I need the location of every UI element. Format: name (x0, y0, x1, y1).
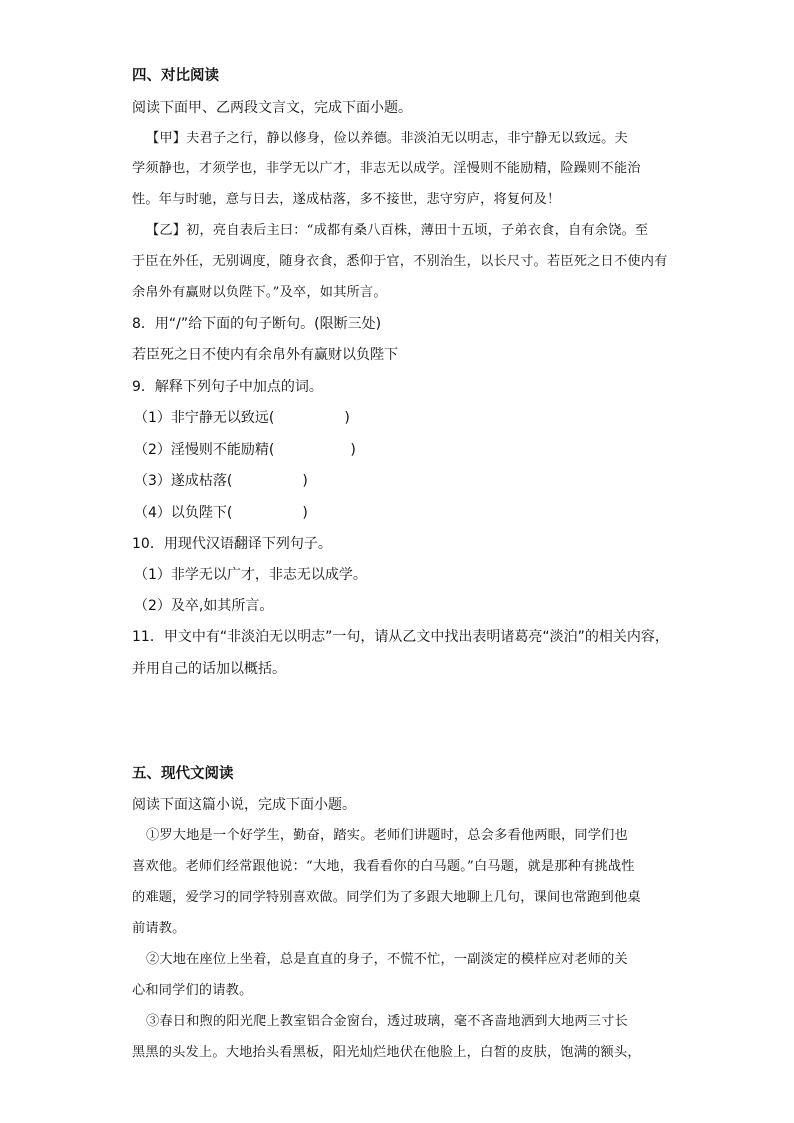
question-10-item-2: （2）及卒,如其所言。 (134, 598, 274, 614)
section4-intro: 阅读下面甲、乙两段文言文，完成下面小题。 (132, 100, 412, 116)
question-10: 10．用现代汉语翻译下列句子。 (132, 536, 332, 552)
jia-line-3: 性。年与时驰，意与日去，遂成枯落，多不接世，悲守穷庐，将复何及！ (132, 192, 561, 207)
para2-line-1: ②大地在座位上坐着，总是直直的身子，不慌不忙，一副淡定的模样应对老师的关 (146, 952, 628, 967)
para3-line-1: ③春日和煦的阳光爬上教室铝合金窗台，透过玻璃，毫不吝啬地洒到大地两三寸长 (146, 1014, 628, 1029)
section5-intro: 阅读下面这篇小说，完成下面小题。 (132, 797, 356, 813)
para2-line-2: 心和同学们的请教。 (132, 983, 253, 998)
yi-line-2: 于臣在外任，无别调度，随身衣食，悉仰于官，不别治生，以长尺寸。若臣死之日不使内有 (132, 254, 668, 269)
jia-line-2: 学须静也，才须学也，非学无以广才，非志无以成学。淫慢则不能励精，险躁则不能治 (132, 161, 641, 176)
para1-line-2: 喜欢他。老师们经常跟他说：“大地，我看看你的白马题。”白马题，就是那种有挑战性 (132, 859, 635, 874)
question-11-line-1: 11．甲文中有“非淡泊无以明志”一句，请从乙文中找出表明诸葛亮“淡泊”的相关内容， (132, 629, 669, 645)
para1-line-4: 前请教。 (132, 921, 186, 936)
question-9-item-1: （1）非宁静无以致远( ) (134, 410, 350, 426)
yi-line-3: 余帛外有赢财以负陛下。”及卒，如其所言。 (132, 285, 387, 300)
question-11-line-2: 并用自己的话加以概括。 (132, 661, 286, 677)
section4-heading: 四、对比阅读 (132, 68, 219, 84)
jia-line-1: 【甲】夫君子之行，静以修身，俭以养德。非淡泊无以明志，非宁静无以致远。夫 (146, 131, 628, 146)
question-10-item-1: （1）非学无以广才，非志无以成学。 (134, 567, 367, 583)
para3-line-2: 黑黑的头发上。大地抬头看黑板，阳光灿烂地伏在他脸上，白皙的皮肤，饱满的额头， (132, 1045, 641, 1060)
section5-heading: 五、现代文阅读 (132, 766, 234, 782)
question-9: 9．解释下列句子中加点的词。 (132, 379, 323, 395)
yi-line-1: 【乙】初，亮自表后主曰：“成都有桑八百株，薄田十五顷，子弟衣食，自有余饶。至 (146, 223, 649, 238)
para1-line-3: 的难题，爱学习的同学特别喜欢做。同学们为了多跟大地聊上几句，课间也常跑到他桌 (132, 890, 641, 905)
question-8-text: 若臣死之日不使内有余帛外有赢财以负陛下 (132, 347, 398, 363)
para1-line-1: ①罗大地是一个好学生，勤奋，踏实。老师们讲题时，总会多看他两眼，同学们也 (146, 828, 628, 843)
question-9-item-3: （3）遂成枯落( ) (134, 473, 308, 489)
question-9-item-2: （2）淫慢则不能励精( ) (134, 442, 356, 458)
question-8: 8．用“/”给下面的句子断句。(限断三处) (132, 316, 382, 332)
question-9-item-4: （4）以负陛下( ) (134, 505, 308, 521)
